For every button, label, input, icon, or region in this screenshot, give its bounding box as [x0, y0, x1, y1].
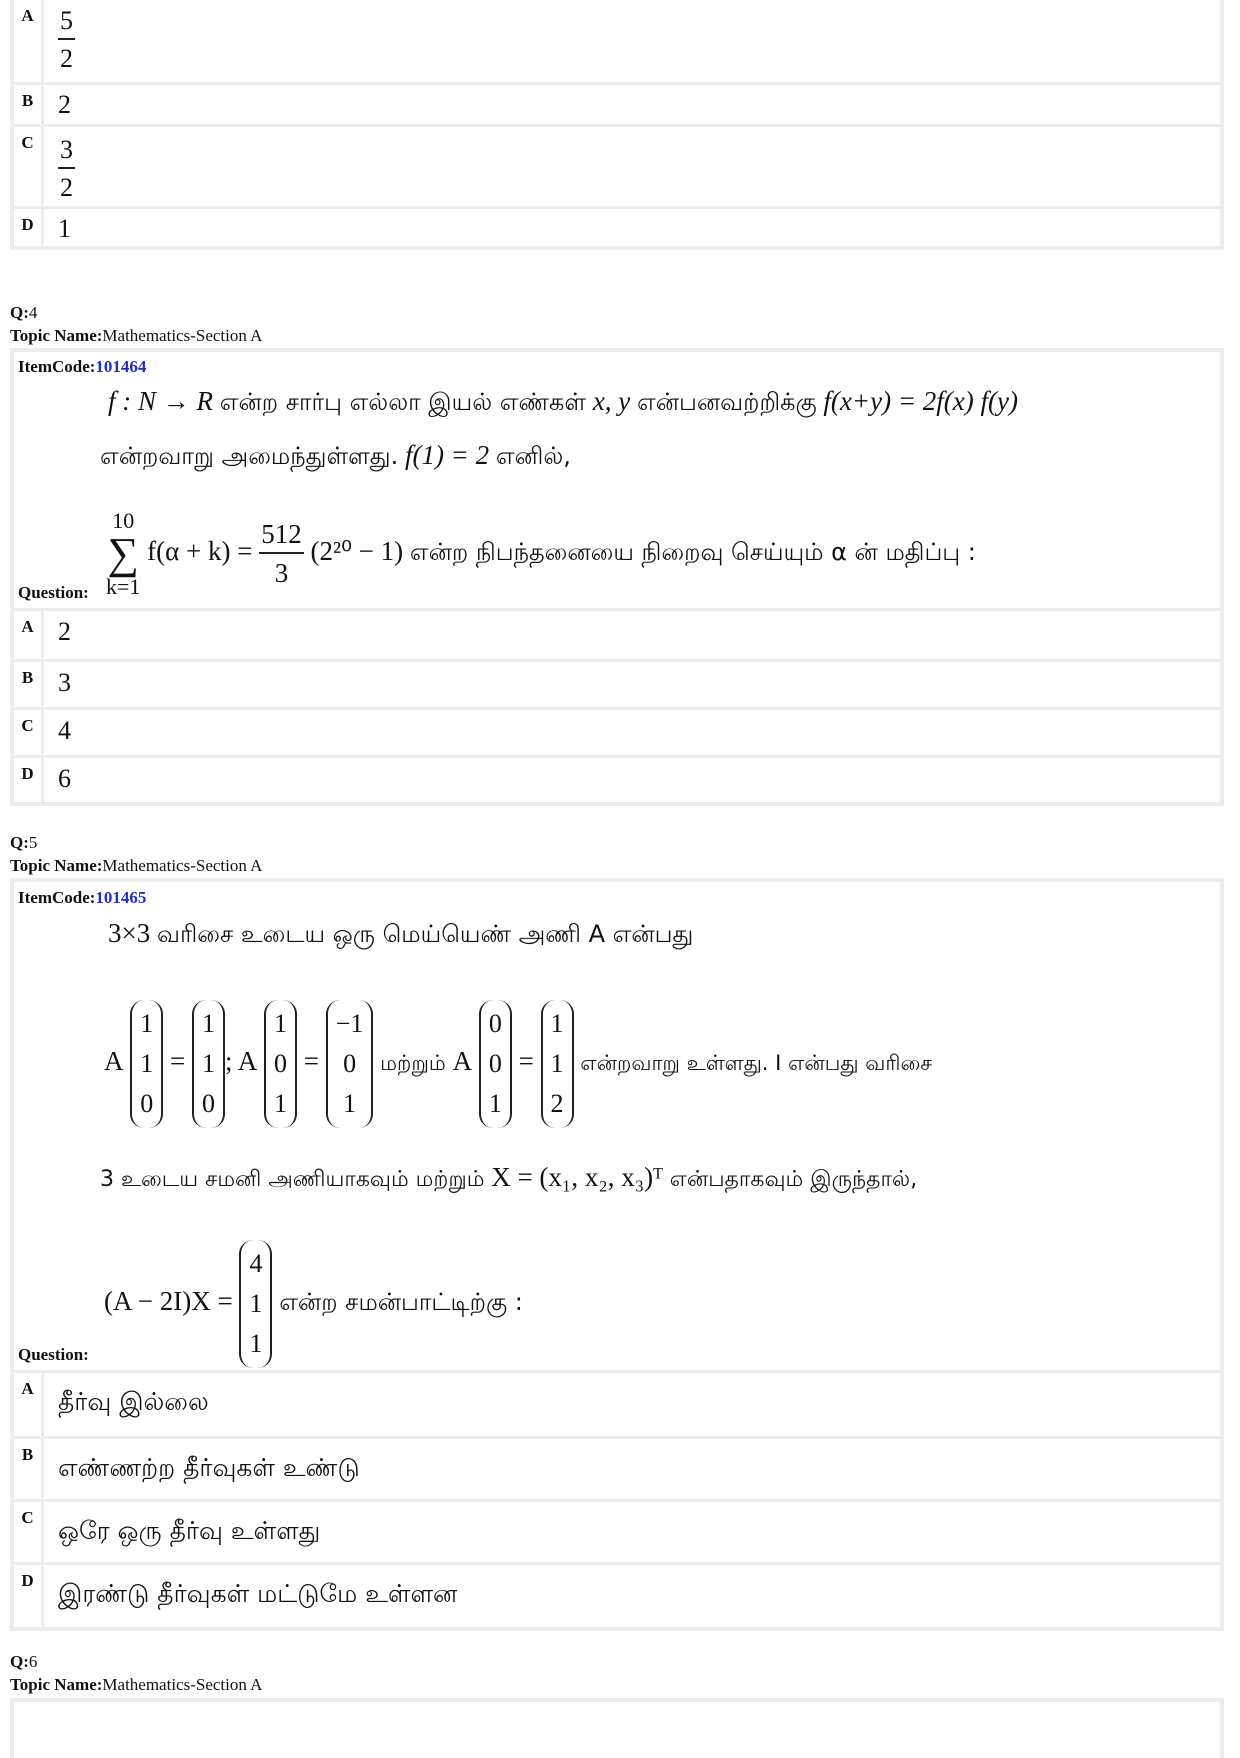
- option-letter: B: [14, 85, 44, 124]
- option-letter: B: [14, 1439, 44, 1499]
- option-row-c[interactable]: [14, 707, 1220, 755]
- matrix: 1 1 2: [541, 1000, 574, 1128]
- option-row-c[interactable]: [14, 1499, 1220, 1562]
- item-code: ItemCode:101465: [18, 888, 147, 907]
- option-row-c[interactable]: [14, 124, 1220, 206]
- matrix-equation-line: A 1 1 0 = 1 1 0 ; A 1 0 1 = −1 0 1 மற்றும் A 0 0 1 = 1 1 2 என்றவாறு உள்ளது. I என்பது வரிசை: [104, 1000, 932, 1128]
- option-letter: C: [14, 710, 44, 755]
- option-value: 2: [58, 90, 71, 119]
- option-letter: C: [14, 1502, 44, 1562]
- option-row-b[interactable]: [14, 1436, 1220, 1499]
- option-value: $\frac{5}{2}$: [60, 6, 73, 73]
- option-letter: D: [14, 758, 44, 802]
- option-row-a[interactable]: [14, 611, 1220, 659]
- option-value: எண்ணற்ற தீர்வுகள் உண்டு: [58, 1453, 360, 1482]
- option-letter: A: [14, 0, 44, 82]
- question-number: Q:4: [10, 303, 38, 322]
- item-code: ItemCode:101464: [18, 357, 147, 376]
- option-row-d[interactable]: [14, 755, 1220, 802]
- option-row-b[interactable]: [14, 659, 1220, 707]
- option-letter: D: [14, 209, 44, 246]
- question-number: Q:5: [10, 833, 38, 852]
- question-line-3: 10 ∑ k=1 f(α + k) = $\frac{512}{3}$ (2²⁰ − 1) என்ற நிபந்தனையை நிறைவு செய்யும் α ன் மதிப்பு :: [106, 508, 976, 599]
- summation: 10 ∑ k=1: [106, 508, 141, 599]
- question-line-1: f : N → R என்ற சார்பு எல்லா இயல் எண்கள் x, y என்பனவற்றிக்கு f(x+y) = 2f(x) f(y): [108, 386, 1018, 416]
- matrix: 0 0 1: [479, 1000, 512, 1128]
- q5-options: [10, 1370, 1224, 1631]
- option-letter: D: [14, 1565, 44, 1627]
- topic-name: Topic Name:Mathematics-Section A: [10, 856, 263, 875]
- option-value: தீர்வு இல்லை: [58, 1387, 209, 1416]
- option-value: 6: [58, 764, 71, 793]
- option-value: $\frac{3}{2}$: [60, 135, 73, 202]
- option-letter: A: [14, 611, 44, 659]
- topic-name: Topic Name:Mathematics-Section A: [10, 1675, 263, 1694]
- matrix: 1 1 0: [192, 1000, 225, 1128]
- topic-name: Topic Name:Mathematics-Section A: [10, 326, 263, 345]
- option-value: 2: [58, 617, 71, 646]
- q6-block-top: [10, 1698, 1224, 1758]
- option-value: 1: [58, 214, 71, 243]
- question-line-3: 3 உடைய சமனி அணியாகவும் மற்றும் X = (x₁, x₂, x₃)ᵀ என்பதாகவும் இருந்தால்,: [100, 1162, 918, 1192]
- option-letter: C: [14, 127, 44, 206]
- option-value: 3: [58, 668, 71, 697]
- option-row-d[interactable]: [14, 1562, 1220, 1627]
- question-label: Question:: [18, 1345, 89, 1364]
- option-letter: B: [14, 662, 44, 707]
- matrix: −1 0 1: [326, 1000, 374, 1128]
- matrix: 1 0 1: [264, 1000, 297, 1128]
- matrix: 1 1 0: [130, 1000, 163, 1128]
- option-value: ஒரே ஒரு தீர்வு உள்ளது: [58, 1516, 321, 1545]
- option-value: இரண்டு தீர்வுகள் மட்டுமே உள்ளன: [58, 1579, 458, 1608]
- question-label: Question:: [18, 583, 89, 602]
- q4-options: [10, 608, 1224, 806]
- question-line-2: என்றவாறு அமைந்துள்ளது. f(1) = 2 எனில்,: [100, 440, 571, 470]
- option-value: 4: [58, 716, 71, 745]
- question-line-1: 3×3 வரிசை உடைய ஒரு மெய்யெண் அணி A என்பது: [108, 918, 694, 948]
- matrix: 4 1 1: [239, 1240, 272, 1368]
- option-row-a[interactable]: [14, 1373, 1220, 1436]
- question-number: Q:6: [10, 1652, 38, 1671]
- option-row-a[interactable]: [14, 0, 1220, 82]
- option-row-b[interactable]: [14, 82, 1220, 124]
- q3-options-block: [10, 0, 1224, 250]
- option-row-d[interactable]: [14, 206, 1220, 246]
- option-letter: A: [14, 1373, 44, 1436]
- question-line-4: (A − 2I)X = 4 1 1 என்ற சமன்பாட்டிற்கு :: [104, 1240, 523, 1368]
